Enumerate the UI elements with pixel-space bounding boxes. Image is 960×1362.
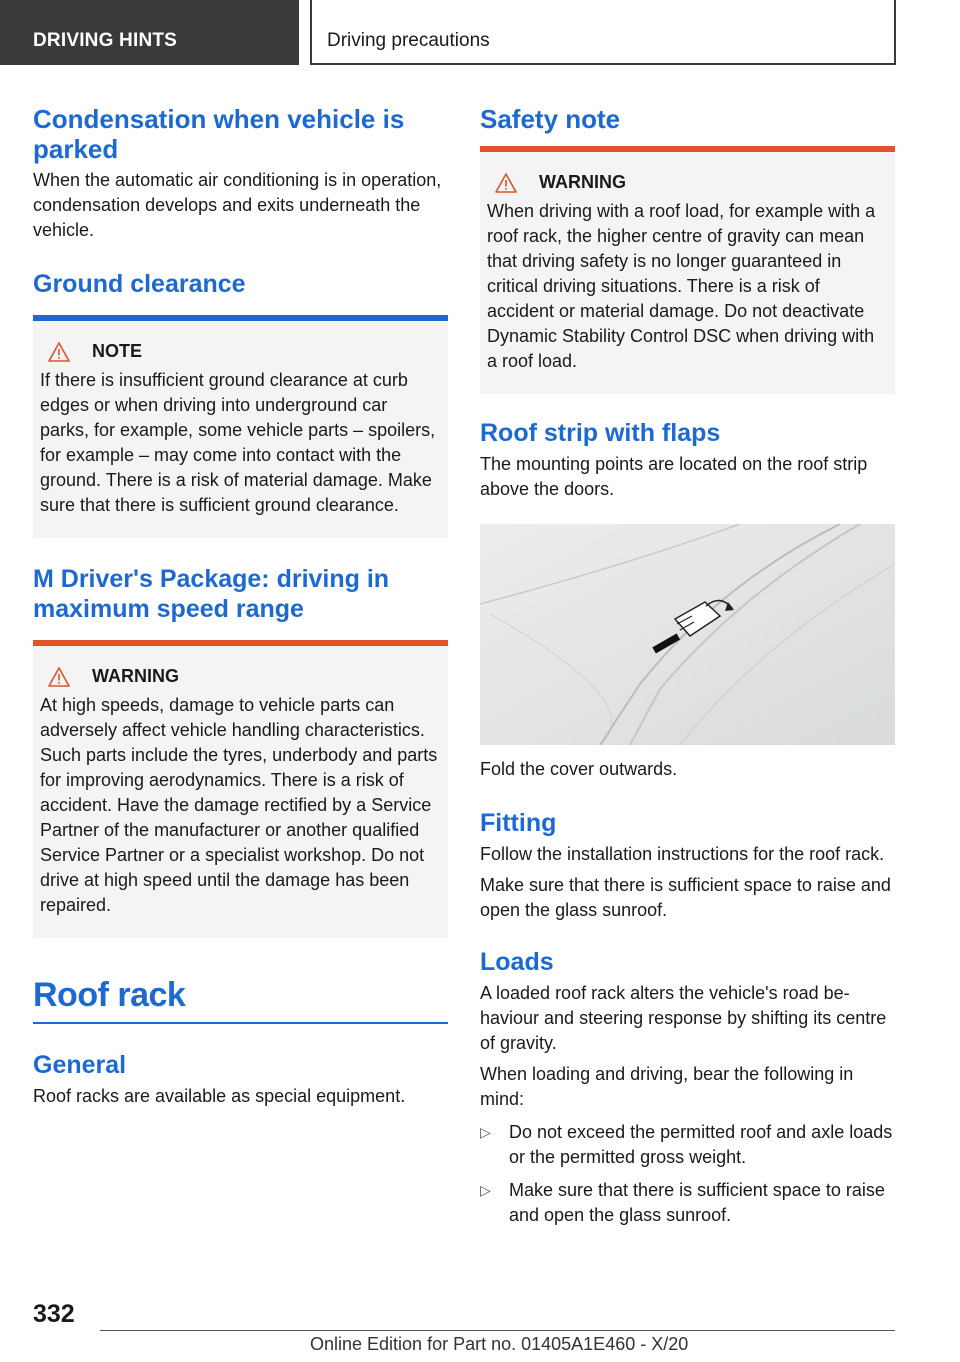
footer-rule [100,1330,895,1331]
footer-edition: Online Edition for Part no. 01405A1E460 - X/20 [310,1334,689,1354]
notice-label-m-package: WARNING [92,666,179,686]
roof-strip-photo [480,524,895,745]
warning-triangle-icon [495,173,517,193]
notice-text-m-package: At high speeds, damage to vehicle parts can adversely affect vehicle handling characteristics. Such parts include the tyres, underbody and parts for improving aerodynamics. There is a risk of accident. Have the damage rectified by a Service Partner of the manufacturer or another qualified Service Partner or a specialist workshop. Do not drive at high speed until the damage has been repaired. [40,695,438,915]
text-fitting-1: Follow the installation instructions for the roof rack. [480,844,885,864]
heading-roof-strip: Roof strip with flaps [480,419,721,447]
notice-text-ground: If there is insufficient ground clearance at curb edges or when driving into underground car parks, for example, some vehicle parts – spoilers, for example – may come into contact with the ground. There is a risk of material damage. Make sure that there is sufficient ground clearance. [40,370,436,515]
heading-m-package: M Driver's Package: driving in maximum speed range [33,565,390,623]
notice-box-safety [480,146,895,394]
text-roof-strip: The mounting points are located on the roof strip above the doors. [480,454,868,499]
page-number: 332 [33,1300,75,1328]
text-general: Roof racks are available as special equipment. [33,1086,406,1106]
text-loads-1: A loaded roof rack alters the vehicle's road behaviour and steering response by shifting its centre of gravity. [480,983,887,1053]
heading-general: General [33,1051,127,1079]
text-fitting-2: Make sure that there is sufficient space to raise and open the glass sunroof. [480,875,891,920]
left-column [33,100,448,1109]
heading-fitting: Fitting [480,809,557,837]
notice-box-m-package [33,640,448,938]
bullet-marker-icon: ▷ [480,1182,491,1198]
loads-bullet-list [480,1120,895,1228]
roof-strip-illustration [480,524,895,745]
warning-triangle-icon [48,342,70,362]
warning-triangle-icon [48,667,70,687]
notice-box-ground [33,315,448,538]
header-chapter-tab [310,0,896,65]
heading-roof-rack: Roof rack [33,976,186,1014]
text-condensation: When the automatic air conditioning is in operation, condensation develops and exits underneath the vehicle. [33,170,442,240]
heading-ground-clearance: Ground clearance [33,270,246,298]
notice-text-safety: When driving with a roof load, for example with a roof rack, the higher centre of gravity can mean that driving safety is no longer guaranteed in critical driving situations. There is a risk of accident or material damage. Do not deactivate Dynamic Stability Control DSC when driving with a roof load. [487,201,876,371]
heading-condensation: Condensation when vehicle is parked [33,104,405,164]
caption-roof-strip: Fold the cover outwards. [480,759,678,779]
text-loads-2: When loading and driving, bear the following in mind: [480,1064,854,1109]
header-section-title: DRIVING HINTS [33,30,178,51]
list-item: ▷ Do not exceed the permitted roof and axle loads or the permitted gross weight. [480,1122,893,1167]
roof-rack-rule [33,1022,448,1024]
notice-label-safety: WARNING [539,172,626,192]
bullet-marker-icon: ▷ [480,1124,491,1140]
notice-label-ground: NOTE [92,341,143,361]
right-column [480,100,895,1236]
header-chapter-title: Driving precautions [327,30,490,51]
heading-safety-note: Safety note [480,104,621,134]
list-item: ▷ Make sure that there is sufficient space to raise and open the glass sunroof. [480,1180,885,1225]
header-section-tab [0,0,299,65]
heading-loads: Loads [480,948,554,976]
